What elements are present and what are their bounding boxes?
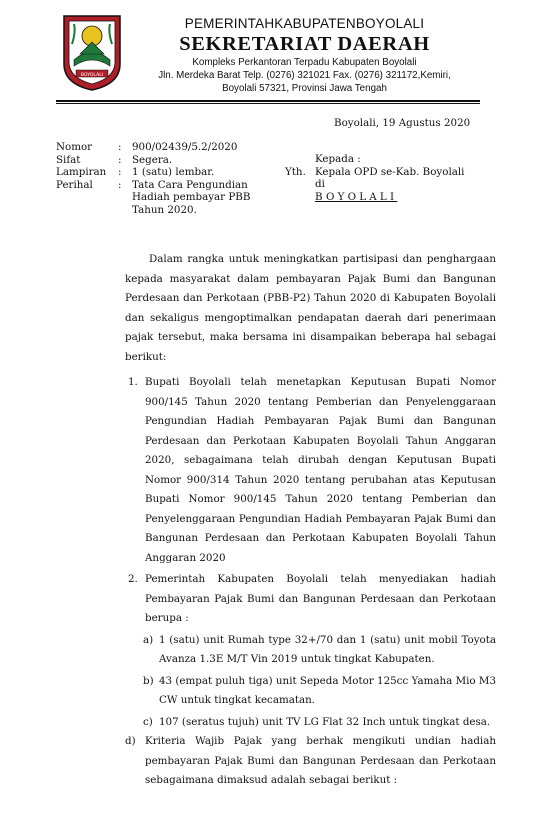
meta-label: Nomor <box>56 141 93 153</box>
recipient-lines <box>315 153 464 203</box>
letter-date: Boyolali, 19 Agustus 2020 <box>334 117 471 129</box>
meta-label: Perihal <box>56 178 93 191</box>
letter-body <box>125 250 496 791</box>
list-item-text: Kriteria Wajib Pajak yang berhak mengikuti undian hadiah pembayaran Pajak Bumi dan Bangunan Perdesaan dan Perkotaan sebagaimana dimaksud adalah sebagai berikut : <box>145 735 496 786</box>
list-number: 1. <box>128 376 138 388</box>
sub-list-item <box>125 631 496 670</box>
sub-list-letter: c) <box>143 715 153 728</box>
meta-colon: : <box>118 153 122 166</box>
meta-label: Lampiran <box>56 166 107 178</box>
meta-value: 900/02439/5.2/2020 <box>132 141 238 153</box>
perihal-line: Tata Cara Pengundian <box>132 178 248 191</box>
yth-label: Yth. <box>285 165 306 178</box>
list-item <box>125 732 496 791</box>
meta-colon: : <box>118 141 122 153</box>
meta-colon: : <box>118 166 122 178</box>
meta-value <box>132 179 250 217</box>
meta-colon: : <box>118 178 122 191</box>
letterhead-contact: Jln. Merdeka Barat Telp. (0276) 321021 Fax. (0276) 321172,Kemiri, <box>158 70 451 81</box>
list-item-text: Bupati Boyolali telah menetapkan Keputusan Bupati Nomor 900/145 Tahun 2020 tentang Pemberian dan Penyelenggaraan Pengundian Hadiah Pembayaran Pajak Bumi dan Bangunan Perdesaan dan Perkotaan Kabupaten Boyolali Tahun Anggaran 2020, sebagaimana telah dirubah dengan Keputusan Bupati Nomor 900/314 Tahun 2020 tentang perubahan atas Keputusan Bupati Nomor 900/145 Tahun 2020 tentang Pemberian dan Penyelenggaraan Pengundian Hadiah Pembayaran Pajak Bumi dan Bangunan Perdesaan dan Perkotaan Kabupaten Boyolali Tahun Anggaran 2020 <box>145 376 496 564</box>
list-item-text: Pemerintah Kabupaten Boyolali telah menyediakan hadiah Pembayaran Pajak Bumi dan Bangunan Perdesaan dan Perkotaan berupa : <box>145 573 496 624</box>
sub-list-item <box>125 672 496 711</box>
list-number: d) <box>125 735 136 747</box>
boyolali-coat-of-arms-logo <box>62 14 122 92</box>
list-number: 2. <box>128 573 138 585</box>
sub-list-letter: b) <box>143 674 154 687</box>
list-item <box>125 570 496 629</box>
meta-label: Sifat <box>56 153 81 166</box>
letterhead-divider-thick <box>56 100 480 102</box>
sub-list-item <box>125 713 496 733</box>
recipient-name: Kepala OPD se-Kab. Boyolali <box>315 165 465 178</box>
sub-list-text: 107 (seratus tujuh) unit TV LG Flat 32 Inch untuk tingkat desa. <box>159 715 491 728</box>
recipient-city: BOYOLALI <box>315 190 398 203</box>
meta-value: Segera. <box>132 153 173 166</box>
sub-list-letter: a) <box>143 633 154 646</box>
sub-list-text: 1 (satu) unit Rumah type 32+/70 dan 1 (satu) unit mobil Toyota Avanza 1.3E M/T Vin 2019 untuk tingkat Kabupaten. <box>159 633 496 665</box>
perihal-line: Tahun 2020. <box>132 203 197 216</box>
letterhead-postal: Boyolali 57321, Provinsi Jawa Tengah <box>222 83 387 94</box>
numbered-list <box>125 373 496 791</box>
meta-value: 1 (satu) lembar. <box>132 166 215 178</box>
kepada-label: Kepada : <box>315 153 361 165</box>
intro-paragraph: Dalam rangka untuk meningkatkan partisipasi dan penghargaan kepada masyarakat dalam pembayaran Pajak Bumi dan Bangunan Perdesaan dan Perkotaan (PBB-P2) Tahun 2020 di Kabupaten Boyolali dan sekaligus mengoptimalkan pendapatan daerah dari penerimaan pajak tersebut, maka bersama ini disampaikan beberapa hal sebagai berikut: <box>125 253 496 363</box>
letterhead-government: PEMERINTAHKABUPATENBOYOLALI <box>184 16 425 31</box>
letterhead-office: SEKRETARIAT DAERAH <box>179 33 430 55</box>
list-item <box>125 373 496 568</box>
letterhead <box>132 16 477 95</box>
di-label: di <box>315 178 325 190</box>
perihal-line: Hadiah pembayar PBB <box>132 191 251 203</box>
letterhead-divider-thin <box>56 103 480 104</box>
sub-list-text: 43 (empat puluh tiga) unit Sepeda Motor 125cc Yamaha Mio M3 CW untuk tingkat kecamatan. <box>159 674 496 706</box>
logo-ribbon-text: BOYOLALI <box>80 72 104 78</box>
letterhead-complex: Kompleks Perkantoran Terpadu Kabupaten Boyolali <box>192 57 417 68</box>
